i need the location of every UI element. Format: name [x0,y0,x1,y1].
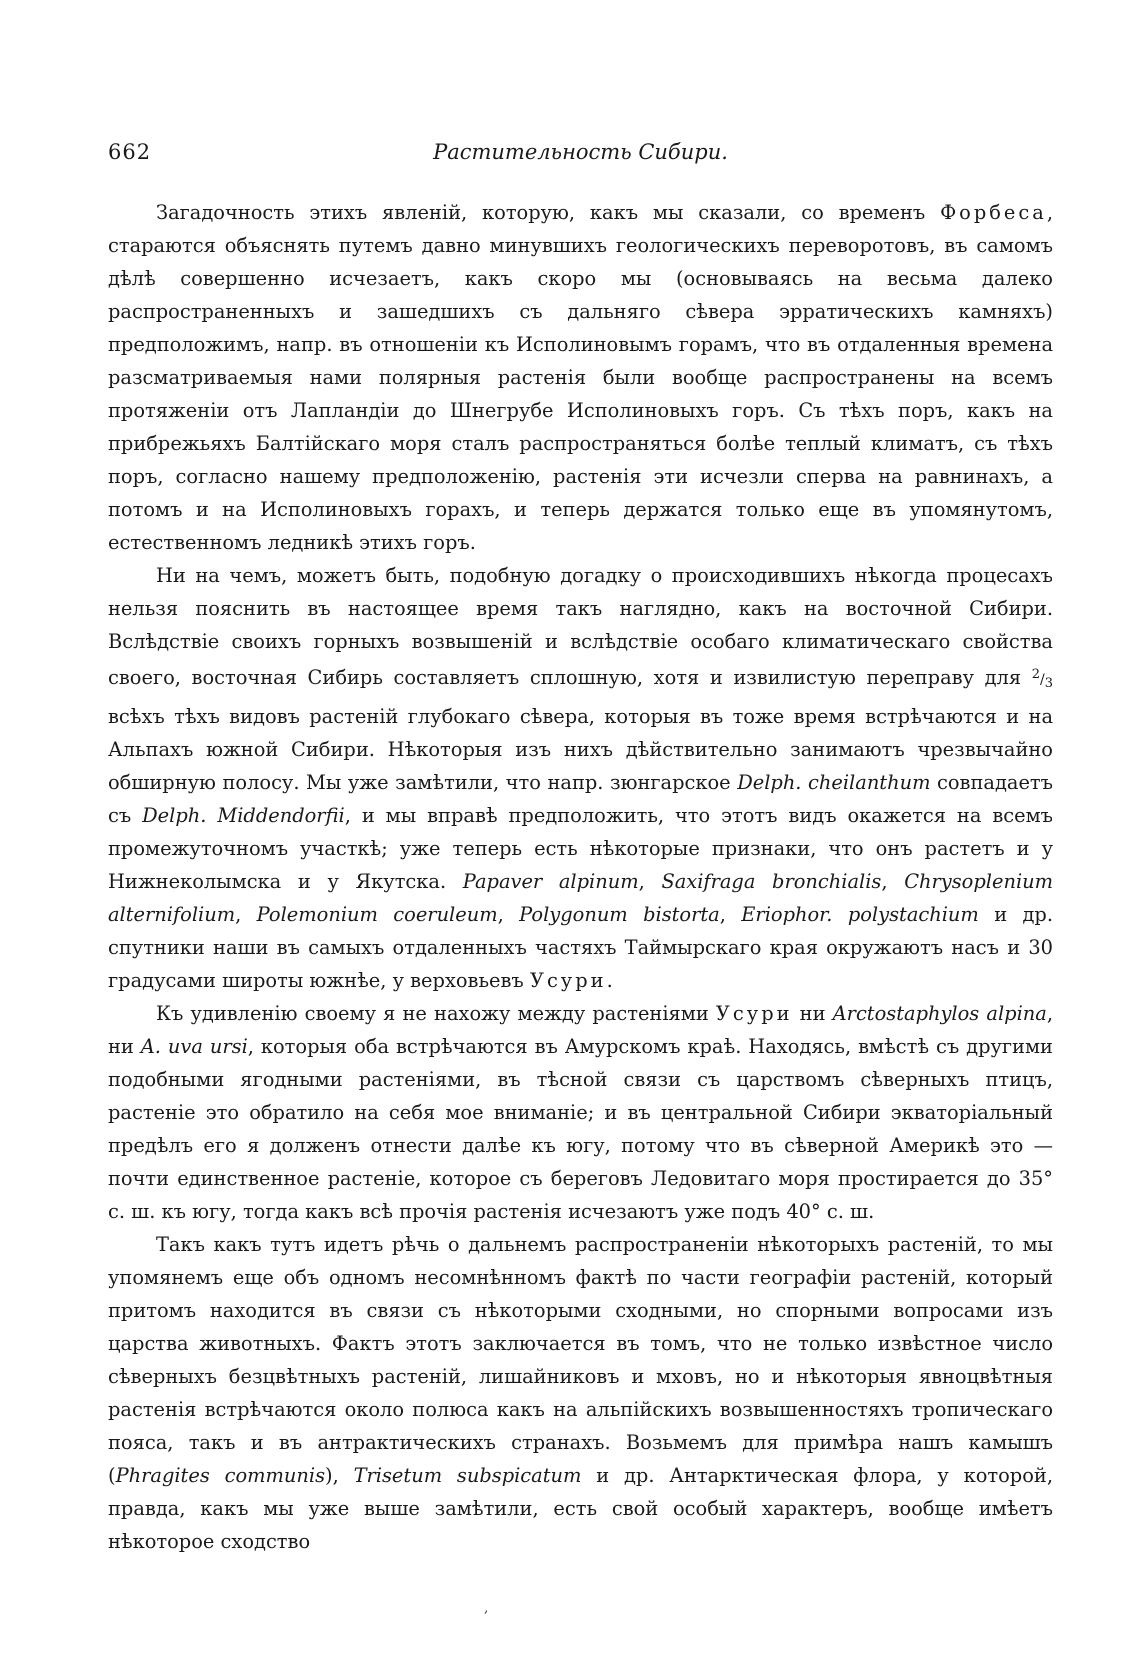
body-text [108,196,1053,1558]
text-run: всѣхъ тѣхъ видовъ растеній глубокаго сѣвера, которыя въ тоже время встрѣчаются и на Альпахъ южной Сибири. Нѣкоторыя изъ нихъ дѣйствительно занимаютъ чрезвычайно обширную полосу. Мы уже замѣтили, что напр. зюнгарское [108,705,1053,794]
latin-name: Trisetum subspicatum [353,1464,582,1487]
text-run: . [606,969,613,992]
footer-mark: , [484,1600,489,1616]
fraction-denominator: 3 [1044,676,1053,691]
text-run: , которыя оба встрѣчаются въ Амурскомъ краѣ. Находясь, вмѣстѣ съ другими подобными ягодными растеніями, въ тѣсной связи съ царствомъ сѣверныхъ птицъ, растеніе это обратило на себя мое вниманіе; и въ центральной Сибири экваторіальный предѣлъ его я долженъ отнести далѣе къ югу, потому что въ сѣверной Америкѣ это — почти единственное растеніе, которое съ береговъ Ледовитаго моря простирается до 35° с. ш. къ югу, тогда какъ всѣ прочія растенія исчезаютъ уже подъ 40° с. ш. [108,1035,1053,1223]
text-run: , [497,903,520,926]
text-run: , ни [108,1002,1053,1058]
latin-name: Polemonium coeruleum [256,903,498,926]
spaced-name: Форбеса [940,201,1047,224]
latin-name: Polygonum bistorta [519,903,720,926]
fraction: $^2/_3$ [1031,667,1053,691]
text-run: ), [325,1464,354,1487]
text-run: , [235,903,257,926]
spaced-name: Усури [715,1002,793,1025]
text-run: ни [792,1002,833,1025]
text-run: и др. Антарктическая флора, у которой, правда, какъ мы уже выше замѣтили, есть свой особый характеръ, вообще имѣетъ нѣкоторое сходство [108,1464,1053,1553]
text-run: Такъ какъ тутъ идетъ рѣчь о дальнемъ распространеніи нѣкоторыхъ растеній, то мы упомянемъ еще объ одномъ несомнѣнномъ фактѣ по части географіи растеній, который притомъ находится въ связи съ нѣкоторыми сходными, но спорными вопросами изъ царства животныхъ. Фактъ этотъ заключается въ томъ, что не только извѣстное число сѣверныхъ безцвѣтныхъ растеній, лишайниковъ и мховъ, но и нѣкоторыя явноцвѣтныя растенія встрѣчаются около полюса какъ на альпійскихъ возвышенностяхъ тропическаго пояса, такъ и въ антрактическихъ странахъ. Возьмемъ для примѣра нашъ камышъ ( [108,1233,1053,1487]
text-run: и др. спутники наши въ самыхъ отдаленныхъ частяхъ Таймырскаго края окружаютъ насъ и 30 градусами широты южнѣе, у верховьевъ [108,903,1054,992]
text-run: Ни на чемъ, можетъ быть, подобную догадку о происходившихъ нѣкогда процесахъ нельзя пояснить въ настоящее время такъ наглядно, какъ на восточной Сибири. Вслѣдствіе своихъ горныхъ возвышеній и вслѣдствіе особаго климатическаго свойства своего, восточная Сибирь составляетъ сплошную, хотя и извилистую переправу для [108,564,1053,689]
text-run: совпадаетъ съ [108,771,1053,827]
latin-name: Arctostaphylos alpina [832,1002,1047,1025]
latin-name: Delph. Middendorfii [142,804,345,827]
running-title: Растительность Сибири. [433,140,728,164]
latin-name: Saxifraga bronchialis [661,870,882,893]
paragraph [108,1228,1053,1558]
paragraph [108,196,1053,559]
text-run: Загадочность этихъ явленій, которую, какъ мы сказали, со временъ [156,201,941,224]
latin-name: Chrysoplenium alternifolium [108,870,1054,926]
paragraph [108,559,1053,997]
latin-name: Papaver alpinum [462,870,639,893]
text-run: , и мы вправѣ предположить, что этотъ видъ окажется на всемъ промежуточномъ участкѣ; уже теперь есть нѣкоторые признаки, что онъ растетъ и у Нижнеколымска и у Якутска. [108,804,1053,893]
page-number: 662 [108,140,152,164]
text-run: , [638,870,662,893]
latin-name: Eriophor. polystachium [741,903,979,926]
page-header [108,140,1053,170]
spaced-name: Усури [529,969,607,992]
text-run: Къ удивленію своему я не нахожу между растеніями [156,1002,716,1025]
paragraph [108,997,1053,1228]
text-run: , стараются объяснять путемъ давно минувшихъ геологическихъ переворотовъ, въ самомъ дѣлѣ совершенно исчезаетъ, какъ скоро мы (основываясь на весьма далеко распространенныхъ и зашедшихъ съ дальняго сѣвера эрратическихъ камняхъ) предположимъ, напр. въ отношеніи къ Исполиновымъ горамъ, что въ отдаленныя времена разсматриваемыя нами полярныя растенія были вообще распространены на всемъ протяженіи отъ Лапландіи до Шнегрубе Исполиновыхъ горъ. Съ тѣхъ поръ, какъ на прибрежьяхъ Балтійскаго моря сталъ распространяться болѣе теплый климатъ, съ тѣхъ поръ, согласно нашему предположенію, растенія эти исчезли сперва на равнинахъ, а потомъ и на Исполиновыхъ горахъ, и теперь держатся только еще въ упомянутомъ, естественномъ ледникѣ этихъ горъ. [108,201,1053,554]
text-run: , [881,870,905,893]
latin-name: Phragites communis [115,1464,326,1487]
fraction-numerator: 2 [1031,667,1040,682]
text-run: , [719,903,742,926]
latin-name: Delph. cheilanthum [737,771,931,794]
latin-name: A. uva ursi [140,1035,248,1058]
